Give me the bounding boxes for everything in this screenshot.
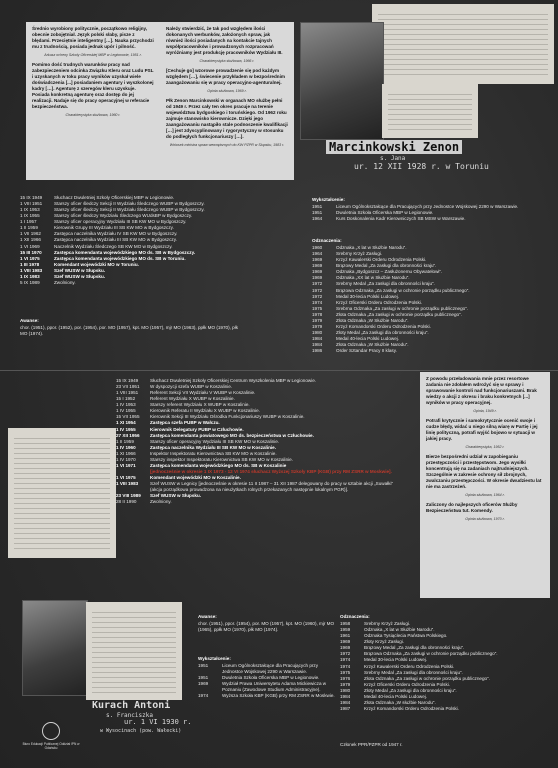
award-text: Medal 40-lecia Polski Ludowej.: [364, 693, 428, 699]
career-date: 1 IV 1970: [116, 456, 136, 462]
party-membership: Członek PPR/PZPR od 1947 r.: [340, 742, 403, 747]
award-text: Medal 40-lecia Polski Ludowej.: [336, 336, 400, 341]
career-date: 15 IX 1949: [20, 195, 43, 200]
career-date: 1 VIII 1951: [116, 390, 139, 396]
award-text: Odznaka „XX lat w Służbie Narodu”.: [336, 275, 410, 281]
award-year: 1976: [340, 675, 351, 681]
awards-heading-2: Odznaczenia:: [340, 614, 370, 619]
career-date: 1 VI 1971: [116, 462, 136, 468]
divider: [0, 370, 558, 371]
award-year: 1958: [340, 621, 351, 627]
person-place-kurach: w Wysocinach (pow. Wałecki): [100, 728, 182, 734]
career-position: Zastępca naczelnika Wydziału IV SB KW MO w Bydgoszczy.: [54, 231, 178, 237]
career-date: 27 XII 1956: [116, 432, 140, 438]
career-date: 1 VI 1975: [116, 475, 136, 480]
education-text: Dwuletnia Szkoła Oficerska MBP w Legionowie.: [222, 675, 320, 681]
career-position: Starszy oficer operacyjny Wydziału III SB KW MO w Bydgoszczy.: [54, 219, 187, 225]
award-year: 1975: [340, 669, 351, 675]
award-year: 1961: [340, 633, 351, 639]
person-name-kurach: Kurach Antoni: [92, 700, 171, 711]
career-position: Referent Wydziału X WUBP w Koszalinie.: [150, 396, 235, 402]
award-text: Medal 30-lecia Polski Ludowej.: [336, 293, 400, 299]
awans-text: chor. (1951), ppor. (1952), por. (1954), por. MO (1957), kpt. MO (1957), mjr MO (1963), ppłk MO (1970), płk MO (1974).: [20, 325, 239, 337]
education-year: 1951: [198, 663, 209, 669]
education-text: Liceum Ogólnokształcące dla Pracujących przy Jednostce Wojskowej 2290 w Warszawie.: [336, 204, 519, 210]
education-text: Wyższa Szkoła KBP (KGB) przy RM ZSRR w Moskwie.: [222, 693, 335, 699]
quotes-panel-middle: [160, 22, 294, 180]
award-year: 1984: [340, 693, 351, 699]
award-text: Medal 30-lecia Polski Ludowej.: [364, 657, 428, 663]
quote-text: Pomimo dość trudnych warunków pracy nad zabezpieczeniem odcinka Związku Kleru oraz Ludu PSL i uzyskanych w toku pracy wyników uzyskał wiele doświadczenia [...] posiadaniem agentury i wyszkolonej kadry […]. Agenturę z szeregów kleru uzyskuje. Posiada konkretną agenturę oraz dostęp do jej realizacji. Nadaje się do pracy operacyjnej w referacie bezpieczeństwa.: [32, 61, 154, 110]
education-year: 1951: [198, 675, 209, 681]
career-position: Kierownik Delegatury PUBP w Człuchowie.: [150, 426, 244, 432]
career-position: Zastępca naczelnika Wydziału III SB KW MO w Koszalinie.: [150, 444, 277, 450]
career-position: Słuchacz Dwuletniej Szkoły Oficerskiej MBP w Legionowie.: [54, 195, 175, 200]
education-year: 1964: [312, 216, 323, 222]
career-position: Kierownik Referatu II Wydziału X WUBP w Koszalinie.: [150, 408, 260, 414]
award-year: 1984: [340, 699, 351, 705]
award-text: Odznaka Tysiąclecia Państwa Polskiego.: [364, 633, 448, 639]
award-year: 1986: [312, 348, 323, 354]
award-text: Złoty Krzyż Zasługi.: [364, 639, 405, 645]
career-position: Komendant wojewódzki MO w Toruniu.: [54, 261, 139, 267]
education-text: Kurs Doskonalenia Kadr Kierowniczych SB MSW w Warszawie.: [336, 216, 466, 222]
career-date: 1 XII 1966: [20, 237, 41, 243]
award-text: Srebrny Medal „Za zasługi dla obronności kraju”.: [364, 669, 463, 675]
career-date: 1 XI 1966: [116, 450, 136, 456]
award-year: 1979: [312, 323, 323, 329]
award-text: Złota Odznaka „Za zasługi w ochronie porządku publicznego”.: [364, 675, 490, 681]
awards-heading: Odznaczenia:: [312, 238, 342, 243]
career-date: 15 I 1952: [116, 396, 136, 402]
education-text: Wydział Prawa Uniwersytetu Adama Mickiewicza w Poznaniu (Zawodowe Studium Administracyjne).: [222, 681, 327, 693]
quote-source: Opinia, 1949 r.: [473, 409, 497, 414]
award-text: Krzyż Oficerski Orderu Odrodzenia Polski.: [336, 299, 423, 305]
institution-label: Biuro Edukacji Publicznej Oddział IPN w Gdańsku: [22, 742, 80, 750]
award-row: [340, 706, 550, 712]
career-position: Kierownik Sekcji III Wydziału Ośrodka Funkcjonariuszy WUBP w Koszalinie.: [150, 414, 305, 420]
career-row: [116, 481, 406, 493]
award-text: Brązowy Medal „Za zasługi dla obronności kraju”.: [336, 263, 437, 269]
quote-source: Arkusz ocheny Szkoły Oficerskiej MBP w Legionowie, 1951 r.: [44, 53, 142, 58]
career-position: Zwolniony.: [54, 279, 76, 285]
career-position: Komendant wojewódzki MO w Koszalinie.: [150, 475, 241, 480]
quote-source: Charakterystyka służbowa, 1960 r.: [65, 113, 121, 118]
quote-text: Potrafi krytycznie i samokrytycznie ocenić swoje i cudze błędy, widać u niego silną wiarę w Partię i jej linię polityczną, potrafi wyjść bojowo w sytuacji w jakiej pracy.: [426, 418, 538, 442]
award-text: Krzyż Oficerski Orderu Odrodzenia Polski.: [364, 681, 451, 687]
career-position: Zastępca komendanta wojewódzkiego MO ds. SB w Bydgoszczy.: [54, 249, 196, 255]
career-date: 1 VIII 1951: [20, 201, 43, 207]
career-date: 28 II 1990: [116, 499, 137, 505]
career-date: 1 IV 1960: [116, 444, 136, 450]
ipn-logo-icon: [42, 722, 60, 740]
award-year: 1960: [312, 245, 323, 251]
award-row: [312, 348, 548, 354]
education-year: 1969: [198, 681, 209, 687]
award-text: Brązowa Odznaka „Za zasługi w ochronie porządku publicznego”.: [336, 287, 470, 293]
award-year: 1974: [340, 657, 351, 663]
award-text: Złota Odznaka „W Służbie Narodu”.: [336, 317, 409, 323]
career-position: Kierownik Grupy III Wydziału III SB KW MO w Bydgoszczy.: [54, 225, 174, 231]
award-year: 1987: [340, 705, 351, 711]
education-year: 1951: [312, 210, 323, 216]
career-date: 1 II 1959: [20, 225, 38, 231]
awans-heading: Awanse:: [20, 318, 39, 323]
award-text: Brązowa Odznaka „Za zasługi w ochronie porządku publicznego”.: [364, 651, 498, 657]
quote-source: Charakterystyka służbowa, 1966 r.: [199, 59, 255, 64]
document-card-right: [372, 4, 554, 84]
quote-text: [Cechuje go] wzorowe prowadzenie się pod każdym względem […], świecenie przykładem w bezpośrednim zaangażowaniu się w pracy operacyjno-agenturalnej.: [166, 68, 285, 86]
awards-marcinkowski: [312, 238, 548, 362]
award-year: 1979: [340, 681, 351, 687]
career-date: 1 II 1959: [116, 438, 134, 444]
award-text: Odznaka „X lat w Służbie Narodu”.: [336, 245, 407, 251]
award-year: 1972: [312, 293, 323, 299]
award-year: 1969: [340, 645, 351, 651]
education-row: [198, 681, 336, 693]
award-year: 1972: [312, 287, 323, 293]
career-position: Starszy oficer śledczy Sekcji II Wydziału Śledczego WUBP w Bydgoszczy.: [54, 207, 205, 213]
career-position: Szef WUSW w Słupsku.: [150, 493, 202, 499]
career-position: Zastępca naczelnika Wydziału III SB KW MO w Bydgoszczy.: [54, 237, 177, 243]
award-year: 1978: [312, 311, 323, 317]
career-position: Referent Sekcji VII Wydziału V WUBP w Koszalinie.: [150, 390, 256, 396]
quote-source: Opinia służbowa, 1969 r.: [207, 89, 247, 94]
education-row: [198, 663, 336, 675]
award-year: 1969: [312, 257, 323, 263]
career-position: W dyspozycji szefa WUBP w Koszalinie.: [150, 384, 233, 390]
award-text: Złoty Medal „Za zasługi dla obronności kraju”.: [364, 687, 457, 693]
career-position: Szef WUSW w Słupsku.: [54, 273, 106, 279]
career-position: Słuchacz Dwuletniej Szkoły Oficerskiej Centrum Wyszkolenia MBP w Legionowie.: [150, 378, 317, 383]
career-list-kurach: [116, 378, 406, 588]
award-year: 1972: [340, 651, 351, 657]
award-text: Złota Odznaka „W służbie Narodu”.: [364, 699, 436, 705]
award-year: 1969: [312, 269, 323, 275]
career-position: [jednocześnie w okresie 1 IX 1973 - 12 VI 1974 słuchacz Wyższej Szkoły KBP (KGB) przy RM ZSRR w Moskwie].: [150, 468, 392, 474]
career-position: Zastępca komendanta powiatowego MO ds. bezpieczeństwa w Człuchowie.: [150, 432, 314, 438]
career-date: 1 IX 1955: [20, 213, 40, 219]
award-year: 1975: [312, 305, 323, 311]
quote-text: Bierze bezpośredni udział w zapobieganiu przestępczości i przestępstwom. Jego wysiłki koncentrują się na zadaniach najtrudniejszych. Szczególnie w zakresie ochrony sił zbrojnych, zwalczaniu przestępczości. W okresie dwudziestu lat nie ma zastrzeżeń.: [426, 454, 542, 490]
person-parent-marcinkowski: s. Jana: [380, 155, 406, 162]
education-year: 1951: [312, 204, 323, 210]
award-year: 1980: [312, 329, 323, 335]
quote-text: Średnio wyrobiony politycznie, początkowo religijny, obecnie zobojętniał. Język polski słaby, pisze z błędami. Przeciętnie inteligentny […]. Nauka przychodzi mu z trudnością, posiada jednak upór i pilność.: [32, 26, 154, 50]
award-text: Brązowy Medal „Za zasługi dla obronności kraju”.: [364, 645, 465, 651]
award-year: 1984: [312, 342, 323, 348]
career-position: Zastępca szefa PUBP w Wałczu.: [150, 420, 220, 426]
career-position: Starszy inspektor Inspektoratu Kierownictwa SB KW MO w Koszalinie.: [150, 456, 293, 462]
career-date: 1 I 1957: [20, 219, 37, 225]
career-date: 1 IX 1953: [20, 207, 40, 213]
education-heading: Wykształcenie:: [312, 197, 345, 202]
award-year: 1974: [340, 663, 351, 669]
award-text: Odznaka „Bydgoszcz – Zasłużonemu Obywatelowi”.: [336, 269, 443, 275]
awans-marcinkowski: [20, 318, 240, 346]
education-text: Liceum Ogólnokształcące dla Pracujących przy Jednostce Wojskowej 2290 w Warszawie.: [222, 663, 319, 675]
education-marcinkowski: [312, 197, 548, 237]
education-kurach: [198, 656, 336, 728]
quote-text: Należy stwierdzić, że tak pod względem ilości dokonanych werbunków, założonych spraw, jak również ilości posiadanych na kontakcie tajnych współpracowników i prowadzonych rozpracowań wyróżniamy jest produkcję pracowników Wydziału III.: [166, 26, 283, 56]
person-name-marcinkowski: Marcinkowski Zenon: [326, 140, 462, 154]
career-position: Starszy oficer śledczy Wydziału Śledczego WUdsBP w Bydgoszczy.: [54, 213, 193, 219]
award-text: Order Sztandar Pracy II klasy.: [336, 348, 397, 354]
awans-heading-2: Awanse:: [198, 614, 217, 619]
career-position: Starszy referent Wydziału X WUBP w Koszalinie.: [150, 402, 250, 408]
career-date: 15 VII 1955: [116, 414, 140, 420]
personal-card-kurach: [86, 602, 182, 700]
quote-text: Zaliczony do najlepszych oficerów Służby Bezpieczeństwa tut. Komendy.: [426, 502, 518, 514]
award-year: 1959: [340, 627, 351, 633]
portrait-photo-kurach: [22, 600, 88, 696]
quote-source: Wniosek ministra spraw wewnętrznych do KW PZPR w Słupsku, 1983 r.: [169, 143, 285, 148]
award-text: Złoty Medal „Za zasługi dla obronności kraju”.: [336, 329, 429, 335]
award-text: Srebrny Krzyż Zasługi.: [336, 251, 383, 257]
award-text: Srebrna Odznaka „Za zasługi w ochronie porządku publicznego”.: [336, 305, 469, 311]
career-date: 15 IX 1949: [116, 378, 139, 383]
portrait-photo-marcinkowski: [300, 22, 384, 140]
award-year: 1974: [312, 299, 323, 305]
awards-kurach: [340, 614, 550, 740]
career-position: Zastępca komendanta wojewódzkiego MO ds. SB w Koszalinie: [150, 462, 287, 468]
award-year: 1969: [312, 275, 323, 281]
education-text: Dwuletnia Szkoła Oficerska MBP w Legionowie.: [336, 210, 434, 216]
career-date: 1 III 1978: [20, 261, 40, 267]
career-date: 1 XI 1954: [116, 420, 136, 426]
career-date: 1 IV 1955: [116, 408, 136, 414]
person-parent-kurach: s. Franciszka: [106, 712, 153, 719]
awans-text-2: chor. (1951), ppor. (1954), por. MO (1957), kpt. MO (1960), mjr MO (1965), ppłk MO (1970), płk MO (1974).: [198, 621, 335, 633]
career-position: Zastępca komendanta wojewódzkiego MO ds. SB w Toruniu.: [54, 255, 186, 261]
awans-kurach: [198, 614, 336, 654]
career-date: 1 VII 1962: [20, 231, 41, 237]
person-birth-kurach: ur. 1 VI 1930 r.: [124, 718, 192, 726]
career-date: 1 VIII 1983: [20, 267, 43, 273]
award-text: Złota Odznaka „Za zasługi w ochronie porządku publicznego”.: [336, 311, 462, 317]
career-date: 1 VIII 1983: [116, 481, 139, 487]
career-position: Szef WUSW w Legnicy [jednocześnie w okresie 11 II 1987 – 31 XII 1987 delegowany do pracy w sztabie akcji „Suwałki” (akcja porządkowa prowadzona na nieużytkach rolnych przekazanych następnie lokalnym PGR)].: [150, 481, 393, 493]
career-position: Inspektor Inspektoratu Kierownictwa SB KW MO w Koszalinie.: [150, 450, 277, 456]
career-row: [116, 499, 406, 505]
career-list-marcinkowski: [20, 195, 304, 313]
career-position: Szef WUSW w Słupsku.: [54, 267, 106, 273]
award-text: Krzyż Kawalerski Orderu Odrodzenia Polski.: [364, 663, 455, 669]
quotes-panel-left: [26, 22, 160, 180]
career-position: Zwolniony.: [150, 499, 172, 505]
education-heading-2: Wykształcenie:: [198, 656, 231, 661]
award-text: Krzyż Kawalerski Orderu Odrodzenia Polski.: [336, 257, 427, 263]
quote-text: Z powodu przeładowania mnie przez resortowe zadania nie zdołałem wdrożyć się w sprawy i sprawowanie kontroli nad funkcjonariuszami. Brak wiedzy o akcji z okresu i braku konkretnych [...] wyników w pracy operacyjnej.: [426, 376, 537, 406]
education-row: [312, 216, 548, 222]
award-year: 1969: [312, 263, 323, 269]
career-date: 1 IV 1955: [116, 426, 136, 432]
career-date: 1 IV 1953: [116, 402, 136, 408]
career-date: 1 VI 1975: [20, 255, 40, 261]
career-position: Starszy oficer śledczy Sekcji II Wydziału Śledczego WUBP w Bydgoszczy.: [54, 201, 205, 207]
award-year: 1964: [312, 251, 323, 257]
document-card-left: [8, 428, 116, 558]
award-text: Krzyż Komandorski Orderu Odrodzenia Polski.: [336, 323, 431, 329]
quote-source: Opinia służbowa, 1970 r.: [465, 517, 505, 522]
award-text: Krzyż Komandorski Orderu Odrodzenia Polski.: [364, 705, 459, 711]
award-text: Srebrny Krzyż Zasługi.: [364, 621, 411, 627]
career-date: 23 VIII 1989: [116, 493, 141, 499]
award-year: 1979: [312, 317, 323, 323]
personal-card: [382, 84, 478, 138]
career-date: 5 IX 1989: [20, 279, 40, 285]
award-year: 1980: [340, 687, 351, 693]
career-date: 23 VII 1951: [116, 384, 140, 390]
quote-source: Opinia służbowa, 1964 r.: [465, 493, 505, 498]
quote-text: Płk Zenon Marcinkowski w organach MO służbę pełni od 1949 r. Przez cały ten okres pracuje na terenie województwa bydgoskiego i toruńskiego. Od 1962 roku zajmuje stanowisko kierownicze. Dzięki jego zaangażowaniu nastąpiło stale podnoszenie kwalifikacji […] jest zdyscyplinowany i rygorystyczny w stosunku do podległych funkcjonariuszy […].: [166, 97, 288, 140]
award-text: Odznaka „X lat w Służbie Narodu”.: [364, 627, 435, 633]
award-text: Złota Odznaka „W Służbie Narodu”.: [336, 342, 409, 348]
person-birth-marcinkowski: ur. 12 XII 1928 r. w Toruniu: [354, 162, 489, 171]
education-row: [198, 693, 336, 699]
career-row: [20, 280, 304, 286]
quotes-panel-kurach: [420, 372, 550, 598]
award-text: Srebrny Medal „Za zasługi dla obronności kraju”.: [336, 281, 435, 287]
career-date: 1 IX 1983: [20, 273, 40, 279]
career-date: 1 VI 1969: [20, 243, 40, 249]
award-year: 1972: [312, 281, 323, 287]
quote-source: Charakterystyka, 1952 r.: [465, 445, 505, 450]
award-year: 1969: [340, 639, 351, 645]
career-position: Starszy oficer operacyjny Wydziału III SB KW MO w Koszalinie.: [150, 438, 280, 444]
career-position: Naczelnik Wydziału Śledczego SB KW MO w Bydgoszczy.: [54, 243, 173, 249]
education-year: 1974: [198, 693, 209, 699]
award-year: 1984: [312, 336, 323, 341]
career-date: 15 III 1970: [20, 249, 42, 255]
